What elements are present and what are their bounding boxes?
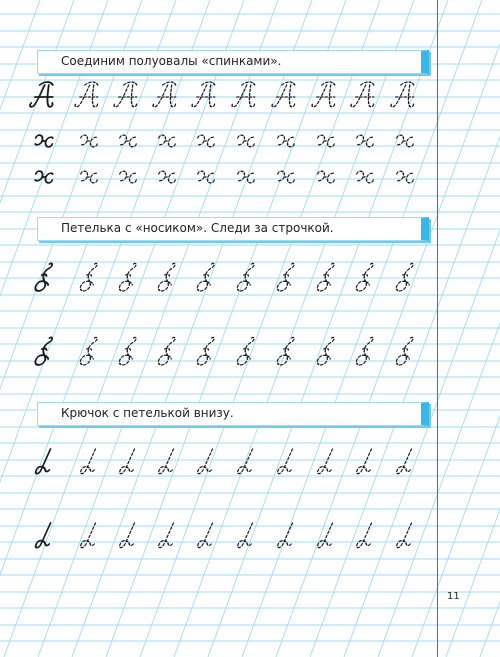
trace-letter-glyph bbox=[277, 449, 296, 474]
trace-letter-glyph bbox=[316, 337, 335, 364]
trace-letter-glyph bbox=[196, 263, 215, 290]
trace-letter-glyph bbox=[114, 82, 143, 107]
trace-letter-glyph bbox=[196, 171, 217, 183]
trace-letter-glyph bbox=[153, 82, 182, 107]
trace-letter-glyph bbox=[196, 135, 217, 147]
trace-letter-glyph bbox=[396, 449, 415, 474]
trace-letter-glyph bbox=[79, 337, 98, 364]
model-letter-glyph bbox=[34, 135, 55, 147]
trace-letter-glyph bbox=[236, 171, 257, 183]
trace-letter-glyph bbox=[236, 135, 257, 147]
trace-letter-glyph bbox=[395, 171, 416, 183]
trace-letter-glyph bbox=[276, 171, 297, 183]
trace-letter-glyph bbox=[395, 337, 414, 364]
trace-letter-glyph bbox=[237, 449, 256, 474]
trace-letter-glyph bbox=[118, 337, 137, 364]
trace-letter-glyph bbox=[355, 337, 374, 364]
trace-letter-glyph bbox=[277, 523, 296, 548]
trace-letter-glyph bbox=[196, 337, 215, 364]
trace-letter-glyph bbox=[79, 263, 98, 290]
trace-letter-glyph bbox=[355, 171, 376, 183]
trace-letter-glyph bbox=[395, 135, 416, 147]
trace-letter-glyph bbox=[396, 523, 415, 548]
trace-letter-glyph bbox=[276, 337, 295, 364]
trace-letter-glyph bbox=[79, 171, 100, 183]
trace-letter-glyph bbox=[351, 82, 380, 107]
trace-letter-glyph bbox=[157, 337, 176, 364]
trace-letter-glyph bbox=[272, 82, 301, 107]
trace-letter-glyph bbox=[118, 171, 139, 183]
trace-letter-glyph bbox=[276, 135, 297, 147]
section-2-title: Петелька с «носиком». Следи за строчкой. bbox=[61, 221, 334, 235]
trace-letter-glyph bbox=[157, 135, 178, 147]
trace-letter-glyph bbox=[75, 82, 104, 107]
trace-letter-glyph bbox=[316, 135, 337, 147]
trace-letter-glyph bbox=[356, 449, 375, 474]
trace-letter-glyph bbox=[232, 82, 261, 107]
trace-letter-glyph bbox=[118, 263, 137, 290]
model-letter-glyph bbox=[35, 449, 54, 474]
trace-letter-glyph bbox=[312, 82, 341, 107]
model-letter-glyph bbox=[35, 523, 54, 548]
page-number: 11 bbox=[447, 591, 460, 602]
trace-letter-glyph bbox=[317, 523, 336, 548]
trace-letter-glyph bbox=[80, 523, 99, 548]
trace-letter-glyph bbox=[276, 263, 295, 290]
trace-letter-glyph bbox=[316, 263, 335, 290]
trace-letter-glyph bbox=[317, 449, 336, 474]
trace-letter-glyph bbox=[237, 523, 256, 548]
trace-letter-glyph bbox=[158, 523, 177, 548]
trace-letter-glyph bbox=[118, 135, 139, 147]
trace-letter-glyph bbox=[355, 263, 374, 290]
trace-letter-glyph bbox=[391, 82, 420, 107]
trace-letter-glyph bbox=[395, 263, 414, 290]
model-letter-glyph bbox=[30, 82, 59, 107]
trace-letter-glyph bbox=[355, 135, 376, 147]
trace-letter-glyph bbox=[80, 449, 99, 474]
trace-letter-glyph bbox=[157, 263, 176, 290]
trace-letter-glyph bbox=[192, 82, 221, 107]
trace-letter-glyph bbox=[236, 337, 255, 364]
trace-letter-glyph bbox=[158, 449, 177, 474]
trace-letter-glyph bbox=[119, 449, 138, 474]
model-letter-glyph bbox=[34, 263, 53, 290]
trace-letter-glyph bbox=[79, 135, 100, 147]
trace-letter-glyph bbox=[157, 171, 178, 183]
trace-letter-glyph bbox=[197, 449, 216, 474]
section-1-title: Соединим полуовалы «спинками». bbox=[61, 54, 282, 68]
model-letter-glyph bbox=[34, 171, 55, 183]
section-3-title: Крючок с петелькой внизу. bbox=[61, 406, 234, 420]
trace-letter-glyph bbox=[356, 523, 375, 548]
trace-letter-glyph bbox=[236, 263, 255, 290]
trace-letter-glyph bbox=[119, 523, 138, 548]
trace-letter-glyph bbox=[197, 523, 216, 548]
model-letter-glyph bbox=[34, 337, 53, 364]
trace-letter-glyph bbox=[316, 171, 337, 183]
